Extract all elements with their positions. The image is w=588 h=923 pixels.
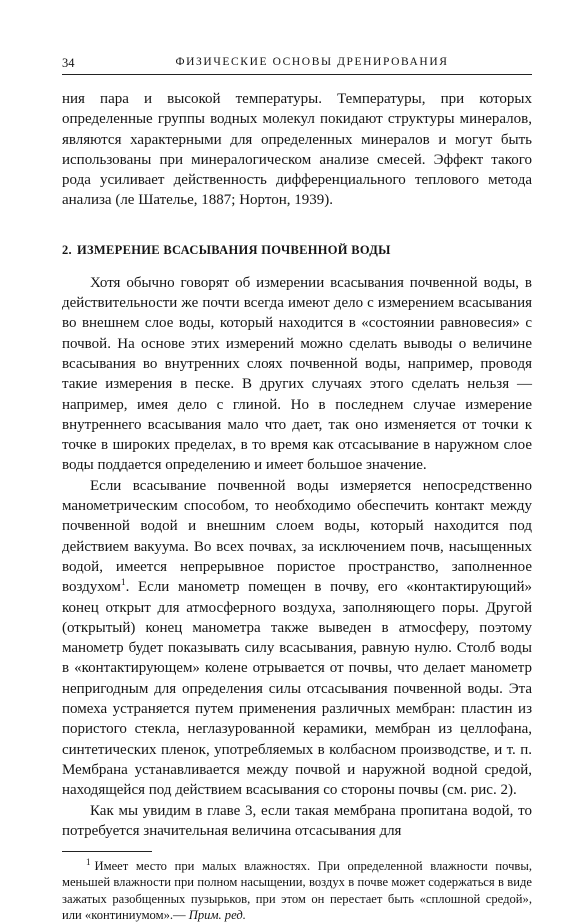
- footnote: [62, 858, 532, 923]
- book-page: [62, 54, 532, 923]
- running-title: ФИЗИЧЕСКИЕ ОСНОВЫ ДРЕНИРОВАНИЯ: [175, 56, 449, 68]
- editor-note: Прим. ред.: [188, 907, 246, 922]
- section-number: 2.: [62, 242, 72, 257]
- running-header: [62, 54, 532, 75]
- intro-paragraph: ния пара и высокой температуры. Температуры, при которых определенные группы водных молекул покидают структуры минералов, являются характерными для определенных минералов и могут быть использованы при минералогическом анализе смесей. Эффект такого рода усиливает действенность дифференциального теплового метода анализа (ле Шателье, 1887; Нортон, 1939).: [62, 91, 532, 209]
- footnote-reference[interactable]: 1: [120, 578, 126, 589]
- page-number: 34: [62, 56, 75, 70]
- paragraph-2-text-after-note: . Если манометр помещен в почву, его «контактирующий» конец открыт для атмосферного воздуха, заполняющего поры. Другой (открытый) конец манометра также выведен в атмосферу, поэтому манометр будет показывать силу всасывания, равную нулю. Столб воды в «контактирующем» колене отрывается от почвы, что делает манометр непригодным для определения силы отсасывания почвенной воды. Эта помеха устраняется путем применения различных мембран: пластин из пористого стекла, неглазурованной керамики, мембран из целлофана, синтетических пленок, употребляемых в колбасном производстве, и т. п. Мембрана устанавливается между почвой и наружной водной средой, находящейся под действием всасывания со стороны почвы (см. рис. 2).: [62, 579, 532, 799]
- footnote-text: Имеет место при малых влажностях. При определенной влажности почвы, меньшей влажности при полном насыщении, воздух в почве может содержаться в виде зажатых разобщенных пузырьков, при этом он перестает быть «сплошной средой», или «континиумом».—: [62, 859, 532, 922]
- paragraph-2-text-before-note: Если всасывание почвенной воды измеряется непосредственно манометрическим способом, то необходимо обеспечить контакт между почвенной водой и внешним слоем воды, который находится под действием вакуума. Во всех почвах, за исключением почв, насыщенных водой, имеется непрерывное пористое пространство, заполненное воздухом: [62, 477, 532, 596]
- body-paragraph-3: Как мы увидим в главе 3, если такая мембрана пропитана водой, то потребуется значительная величина отсасывания для: [62, 802, 532, 839]
- footnote-divider: [62, 851, 152, 852]
- section-heading: [62, 241, 532, 259]
- body-paragraph-2: [62, 476, 532, 801]
- section-title: ИЗМЕРЕНИЕ ВСАСЫВАНИЯ ПОЧВЕННОЙ ВОДЫ: [76, 242, 391, 257]
- footnote-mark: 1: [86, 856, 91, 867]
- body-paragraph-1: Хотя обычно говорят об измерении всасывания почвенной воды, в действительности же почти всегда имеют дело с измерением всасывания во внешнем слое воды, который находится в «состоянии равновесия» с почвой. На основе этих измерений можно сделать выводы о величине всасывания во внутренних слоях почвенной воды, например, проводя такие измерения в песке. В других случаях этого сделать нельзя — например, имея дело с глиной. Но в последнем случае измерение внутреннего всасывания мало что дает, так оно изменяется от точки к точке в широких пределах, в то время как отсасывание в наружном слое воды поддается определению и имеет большое значение.: [62, 274, 532, 474]
